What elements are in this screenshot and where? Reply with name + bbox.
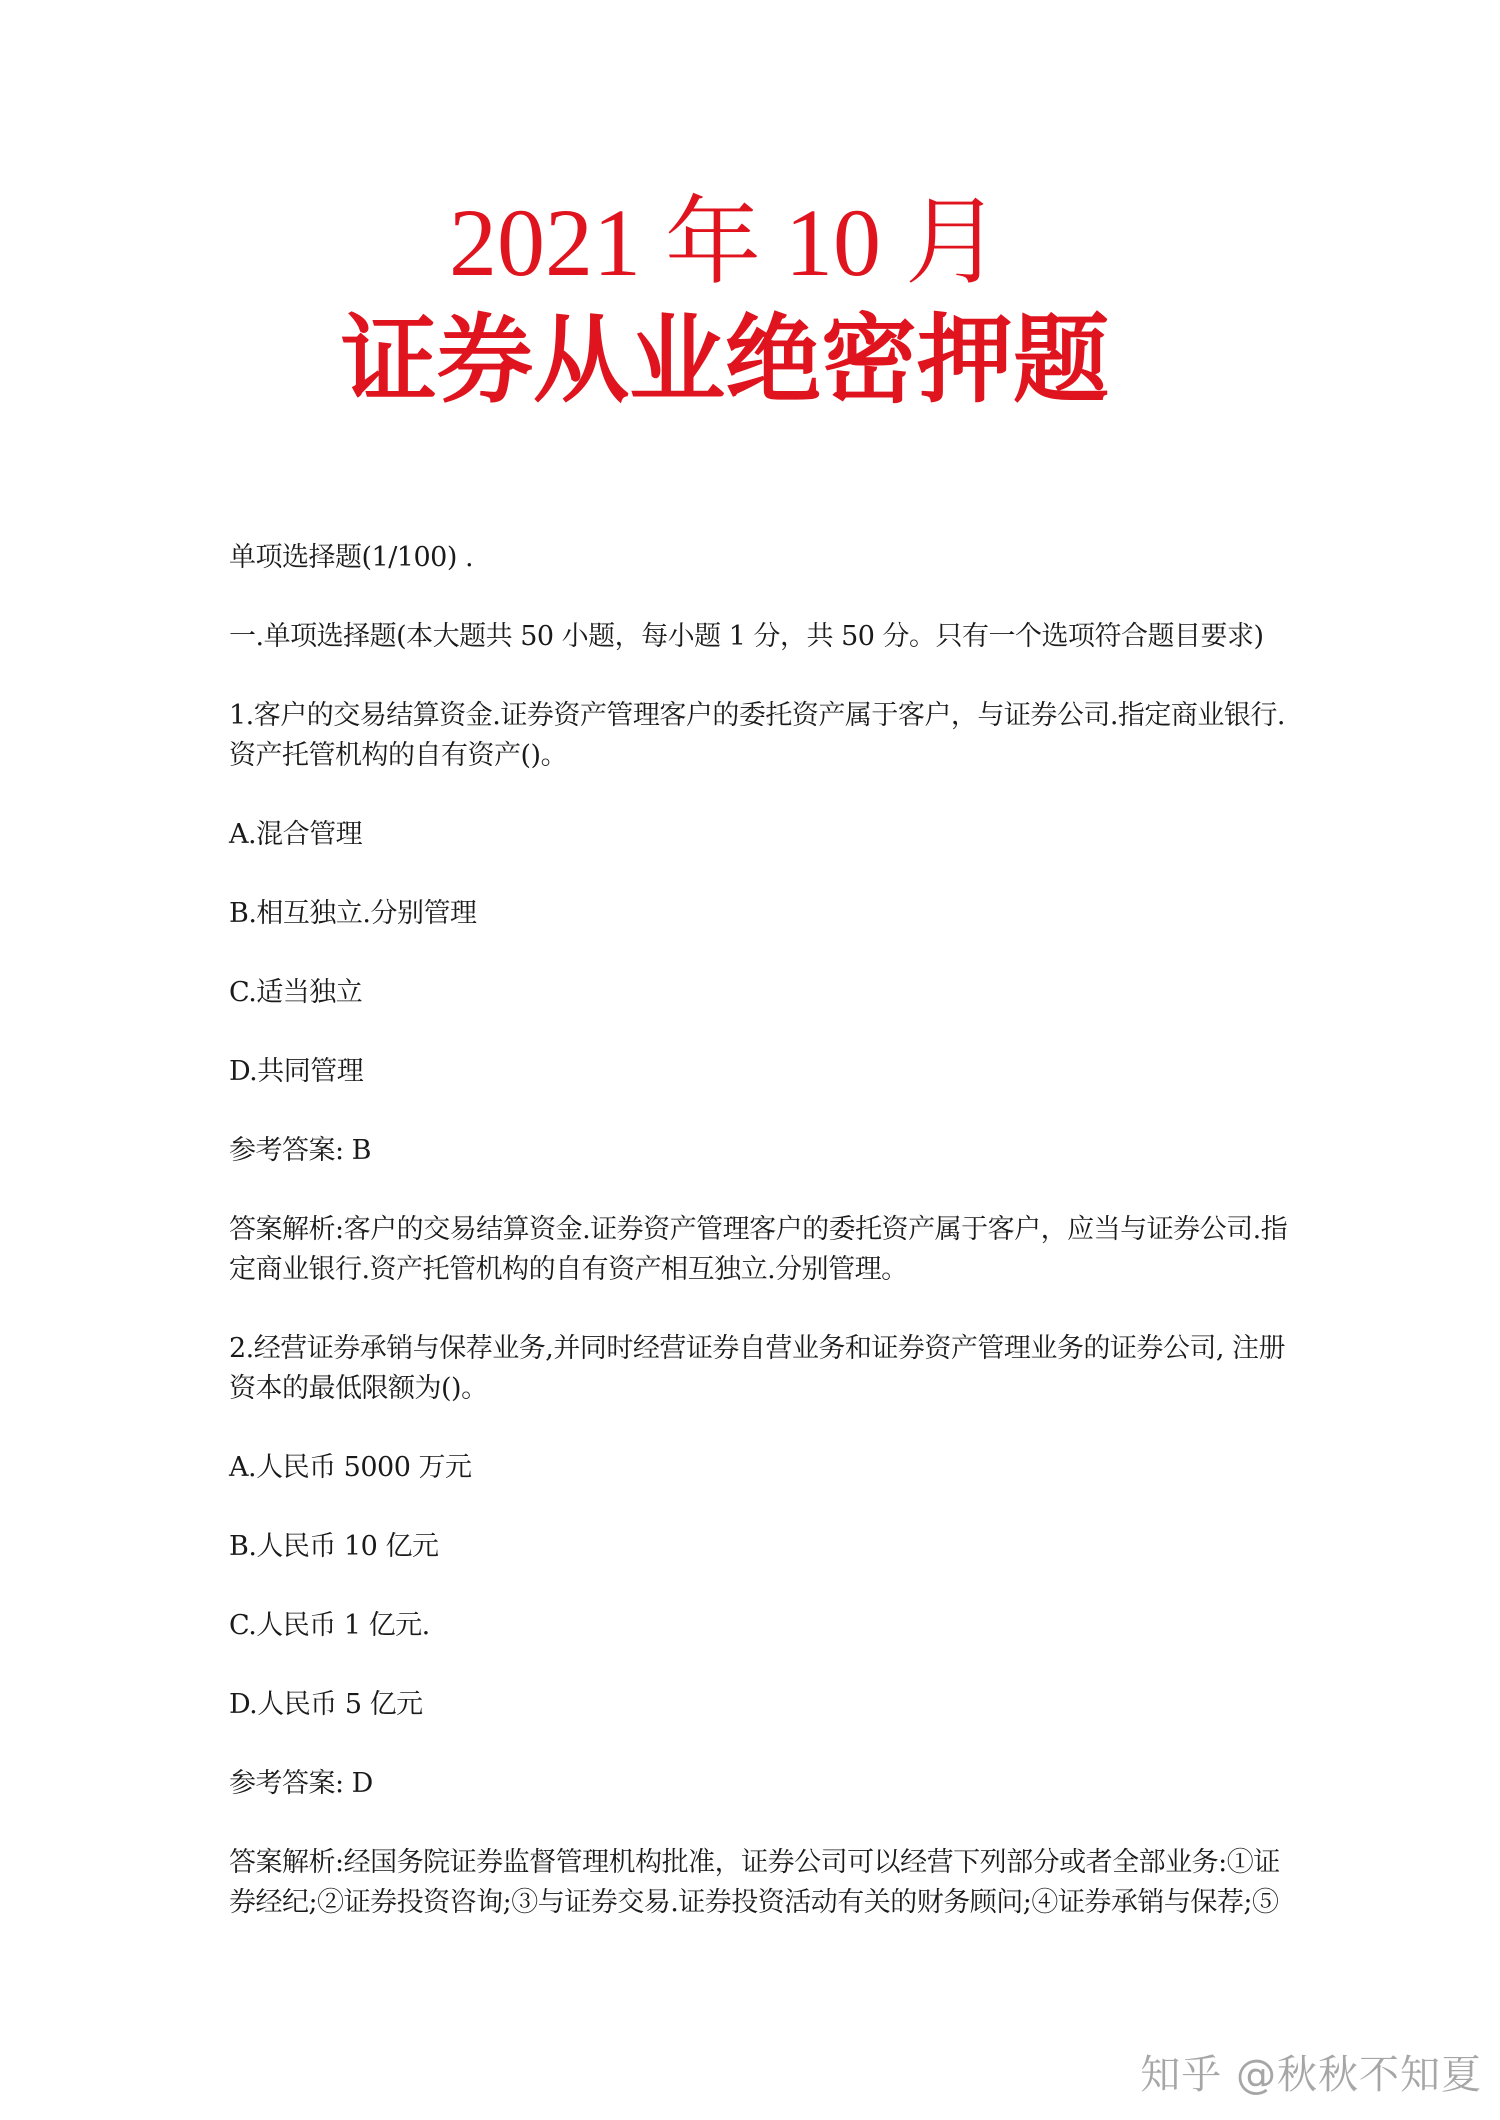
q1-analysis: 答案解析:客户的交易结算资金.证券资产管理客户的委托资产属于客户，应当与证券公司.指定商业银行.资产托管机构的自有资产相互独立.分别管理。 xyxy=(229,1214,1288,1285)
watermark: 知乎 @秋秋不知夏 xyxy=(1140,2052,1482,2098)
document-title-date: 2021 年 10 月 xyxy=(449,189,1001,296)
q2-option-b: B.人民币 10 亿元 xyxy=(229,1531,439,1562)
q2-option-c: C.人民币 1 亿元. xyxy=(229,1610,430,1641)
q1-option-b: B.相互独立.分别管理 xyxy=(229,898,477,929)
question-2: 2.经营证券承销与保荐业务,并同时经营证券自营业务和证券资产管理业务的证券公司, 注册资本的最低限额为()。 xyxy=(229,1333,1286,1404)
q2-option-d: D.人民币 5 亿元 xyxy=(229,1689,423,1720)
q2-answer: 参考答案: D xyxy=(229,1768,373,1799)
q2-analysis: 答案解析:经国务院证券监督管理机构批准，证券公司可以经营下列部分或者全部业务:①证券经纪;②证券投资咨询;③与证券交易.证券投资活动有关的财务顾问;④证券承销与保荐;⑤ xyxy=(229,1847,1280,1918)
q2-option-a: A.人民币 5000 万元 xyxy=(229,1452,472,1483)
question-1: 1.客户的交易结算资金.证券资产管理客户的委托资产属于客户，与证券公司.指定商业银行.资产托管机构的自有资产()。 xyxy=(229,700,1286,771)
document-title: 证券从业绝密押题 xyxy=(341,304,1109,416)
q1-option-a: A.混合管理 xyxy=(229,819,363,850)
q1-option-d: D.共同管理 xyxy=(229,1056,364,1087)
document-body xyxy=(229,538,1289,1962)
section-intro: 一.单项选择题(本大题共 50 小题，每小题 1 分，共 50 分。只有一个选项符合题目要求) xyxy=(229,621,1264,652)
q1-answer: 参考答案: B xyxy=(229,1135,372,1166)
section-header: 单项选择题(1/100) . xyxy=(229,542,474,573)
q1-option-c: C.适当独立 xyxy=(229,977,363,1008)
